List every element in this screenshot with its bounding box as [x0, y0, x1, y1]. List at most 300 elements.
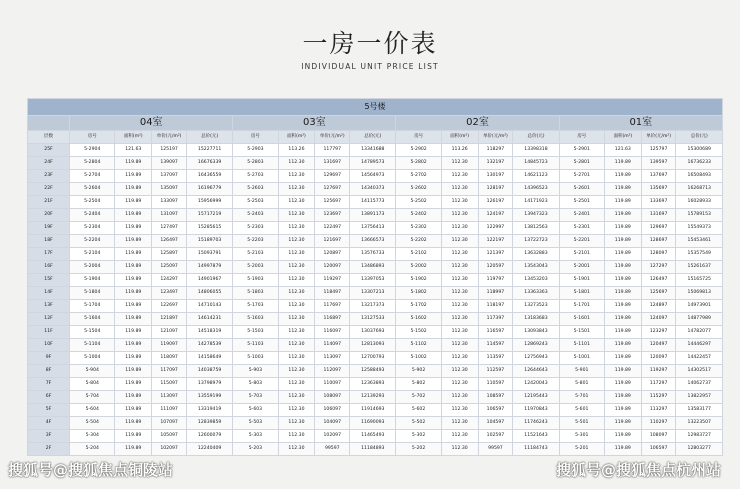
- table-row: [28, 430, 723, 443]
- floor-cell: 20F: [28, 209, 70, 222]
- table-cell: 119.89: [604, 248, 641, 261]
- table-cell: 112.30: [441, 326, 478, 339]
- table-cell: 5-2903: [233, 144, 278, 157]
- table-cell: 119.89: [604, 274, 641, 287]
- table-row: [28, 235, 723, 248]
- table-cell: 119.89: [604, 430, 641, 443]
- table-cell: 108097: [315, 391, 350, 404]
- floor-cell: 8F: [28, 365, 70, 378]
- table-row: [28, 404, 723, 417]
- table-cell: 119.89: [604, 209, 641, 222]
- table-cell: 5-2603: [233, 183, 278, 196]
- table-row: [28, 170, 723, 183]
- table-cell: 119.89: [115, 391, 152, 404]
- table-cell: 121397: [478, 248, 513, 261]
- table-cell: 5-2004: [70, 261, 115, 274]
- table-cell: 5-1601: [559, 313, 604, 326]
- table-cell: 115297: [641, 391, 676, 404]
- table-cell: 112.30: [278, 157, 315, 170]
- table-cell: 112.30: [441, 443, 478, 456]
- table-cell: 119.89: [115, 274, 152, 287]
- table-cell: 112.30: [441, 313, 478, 326]
- table-cell: 120497: [641, 339, 676, 352]
- table-cell: 125697: [641, 287, 676, 300]
- table-cell: 5-2204: [70, 235, 115, 248]
- table-cell: 5-1803: [233, 287, 278, 300]
- floor-cell: 23F: [28, 170, 70, 183]
- table-cell: 118497: [315, 287, 350, 300]
- table-cell: 114097: [315, 339, 350, 352]
- table-cell: 119.89: [115, 222, 152, 235]
- table-cell: 118097: [152, 352, 187, 365]
- table-cell: 5-2303: [233, 222, 278, 235]
- table-cell: 112.30: [278, 196, 315, 209]
- table-cell: 114597: [478, 339, 513, 352]
- table-cell: 104597: [478, 417, 513, 430]
- table-cell: 5-501: [559, 417, 604, 430]
- table-cell: 123497: [152, 287, 187, 300]
- table-cell: 120097: [315, 261, 350, 274]
- table-cell: 119.89: [115, 300, 152, 313]
- table-cell: 119.89: [604, 196, 641, 209]
- table-cell: 5-1003: [233, 352, 278, 365]
- table-cell: 102097: [152, 443, 187, 456]
- table-cell: 135697: [641, 183, 676, 196]
- table-cell: 14518319: [186, 326, 232, 339]
- table-cell: 5-2001: [559, 261, 604, 274]
- table-cell: 15227711: [186, 144, 232, 157]
- table-cell: 5-1504: [70, 326, 115, 339]
- table-cell: 112.30: [441, 378, 478, 391]
- table-cell: 120597: [478, 261, 513, 274]
- table-row: [28, 196, 723, 209]
- table-cell: 12869243: [513, 339, 559, 352]
- table-cell: 5-2002: [396, 261, 441, 274]
- table-cell: 137697: [641, 170, 676, 183]
- table-cell: 119.89: [115, 170, 152, 183]
- table-cell: 110297: [641, 417, 676, 430]
- table-cell: 112.30: [278, 365, 315, 378]
- table-cell: 127297: [641, 261, 676, 274]
- table-row: [28, 313, 723, 326]
- column-header: 房号: [396, 131, 441, 144]
- table-cell: 5-903: [233, 365, 278, 378]
- table-cell: 12600079: [186, 430, 232, 443]
- column-header: 总价(元): [513, 131, 559, 144]
- column-header: 房号: [70, 131, 115, 144]
- floor-cell: 15F: [28, 274, 70, 287]
- table-cell: 14038759: [186, 365, 232, 378]
- table-cell: 5-2804: [70, 157, 115, 170]
- table-cell: 15357549: [676, 248, 723, 261]
- table-cell: 113.26: [278, 144, 315, 157]
- table-row: [28, 209, 723, 222]
- table-cell: 14973901: [676, 300, 723, 313]
- table-cell: 119.89: [604, 287, 641, 300]
- table-cell: 131697: [315, 157, 350, 170]
- table-cell: 13583177: [676, 404, 723, 417]
- table-cell: 112.30: [441, 339, 478, 352]
- table-cell: 14302517: [676, 365, 723, 378]
- table-cell: 117697: [315, 300, 350, 313]
- table-cell: 112.30: [441, 235, 478, 248]
- table-cell: 5-1904: [70, 274, 115, 287]
- table-row: [28, 222, 723, 235]
- column-header: 总价(元): [186, 131, 232, 144]
- table-cell: 15189703: [186, 235, 232, 248]
- table-cell: 112.30: [441, 157, 478, 170]
- table-cell: 111097: [152, 404, 187, 417]
- table-cell: 117097: [152, 365, 187, 378]
- table-cell: 119.89: [115, 157, 152, 170]
- table-cell: 5-503: [233, 417, 278, 430]
- table-cell: 133097: [152, 196, 187, 209]
- table-cell: 13363363: [513, 287, 559, 300]
- table-cell: 13307213: [350, 287, 396, 300]
- table-cell: 118197: [478, 300, 513, 313]
- column-header: 单价(元/m²): [152, 131, 187, 144]
- table-cell: 5-1501: [559, 326, 604, 339]
- table-cell: 13947323: [513, 209, 559, 222]
- table-cell: 13398318: [513, 144, 559, 157]
- table-cell: 119.89: [115, 417, 152, 430]
- table-cell: 5-2102: [396, 248, 441, 261]
- table-cell: 121.63: [115, 144, 152, 157]
- table-cell: 119.89: [604, 157, 641, 170]
- table-cell: 13093843: [513, 326, 559, 339]
- table-cell: 13486893: [350, 261, 396, 274]
- table-cell: 124297: [152, 274, 187, 287]
- table-cell: 112.30: [441, 209, 478, 222]
- table-cell: 5-1103: [233, 339, 278, 352]
- table-cell: 120897: [315, 248, 350, 261]
- table-cell: 119.89: [115, 261, 152, 274]
- table-cell: 110597: [478, 378, 513, 391]
- column-header-row: [28, 131, 723, 144]
- table-cell: 5-1802: [396, 287, 441, 300]
- table-cell: 15789153: [676, 209, 723, 222]
- table-cell: 122697: [152, 300, 187, 313]
- table-cell: 5-2802: [396, 157, 441, 170]
- table-cell: 15300689: [676, 144, 723, 157]
- table-cell: 5-1701: [559, 300, 604, 313]
- table-cell: 112.30: [278, 417, 315, 430]
- table-cell: 131697: [641, 209, 676, 222]
- table-cell: 112.30: [278, 222, 315, 235]
- table-cell: 119.89: [604, 352, 641, 365]
- table-cell: 5-2003: [233, 261, 278, 274]
- table-cell: 15261637: [676, 261, 723, 274]
- table-cell: 112.30: [278, 235, 315, 248]
- floor-cell: 2F: [28, 443, 70, 456]
- table-cell: 13559199: [186, 391, 232, 404]
- table-cell: 116897: [315, 313, 350, 326]
- table-cell: 112.30: [441, 274, 478, 287]
- table-cell: 5-2604: [70, 183, 115, 196]
- table-cell: 105097: [152, 430, 187, 443]
- table-cell: 106597: [641, 443, 676, 456]
- table-cell: 5-702: [396, 391, 441, 404]
- table-cell: 99597: [315, 443, 350, 456]
- table-cell: 126497: [641, 274, 676, 287]
- table-cell: 12644643: [513, 365, 559, 378]
- table-cell: 16028933: [676, 196, 723, 209]
- table-cell: 113097: [315, 352, 350, 365]
- table-cell: 112.30: [441, 196, 478, 209]
- table-cell: 129697: [315, 170, 350, 183]
- table-cell: 119.89: [604, 261, 641, 274]
- table-cell: 16676339: [186, 157, 232, 170]
- floor-cell: 12F: [28, 313, 70, 326]
- table-cell: 12700793: [350, 352, 396, 365]
- table-cell: 139597: [641, 157, 676, 170]
- table-cell: 119.89: [115, 313, 152, 326]
- table-cell: 5-2502: [396, 196, 441, 209]
- table-cell: 14171923: [513, 196, 559, 209]
- table-cell: 130197: [478, 170, 513, 183]
- table-cell: 14710143: [186, 300, 232, 313]
- table-cell: 16196779: [186, 183, 232, 196]
- table-cell: 119.89: [604, 313, 641, 326]
- table-cell: 119.89: [604, 183, 641, 196]
- table-cell: 119.89: [604, 339, 641, 352]
- table-cell: 106097: [315, 404, 350, 417]
- table-cell: 5-1801: [559, 287, 604, 300]
- table-cell: 119.89: [115, 339, 152, 352]
- table-cell: 124097: [641, 313, 676, 326]
- table-cell: 125697: [315, 196, 350, 209]
- table-cell: 5-2803: [233, 157, 278, 170]
- table-cell: 119.89: [115, 430, 152, 443]
- table-cell: 102597: [478, 430, 513, 443]
- floor-cell: 17F: [28, 248, 70, 261]
- floor-cell: 11F: [28, 326, 70, 339]
- table-cell: 126197: [478, 196, 513, 209]
- unit-header: 04室: [70, 116, 233, 131]
- table-cell: 5-801: [559, 378, 604, 391]
- table-cell: 112.30: [278, 443, 315, 456]
- table-cell: 5-204: [70, 443, 115, 456]
- table-cell: 112.30: [278, 326, 315, 339]
- table-cell: 14422457: [676, 352, 723, 365]
- table-cell: 119.89: [115, 326, 152, 339]
- table-row: [28, 326, 723, 339]
- table-cell: 15717219: [186, 209, 232, 222]
- table-cell: 119.89: [115, 352, 152, 365]
- table-cell: 119.89: [604, 170, 641, 183]
- table-cell: 113597: [478, 352, 513, 365]
- table-cell: 121697: [315, 235, 350, 248]
- table-cell: 14806055: [186, 287, 232, 300]
- table-cell: 119.89: [604, 404, 641, 417]
- floor-cell: 3F: [28, 430, 70, 443]
- table-cell: 15093791: [186, 248, 232, 261]
- table-cell: 126497: [152, 235, 187, 248]
- table-cell: 11521643: [513, 430, 559, 443]
- table-cell: 112.30: [278, 261, 315, 274]
- table-cell: 112.30: [278, 430, 315, 443]
- price-table-container: [27, 98, 723, 456]
- page-title: 一房一价表: [302, 29, 438, 58]
- table-cell: 13798979: [186, 378, 232, 391]
- table-cell: 112.30: [278, 274, 315, 287]
- table-cell: 5-603: [233, 404, 278, 417]
- table-cell: 16736233: [676, 157, 723, 170]
- table-cell: 5-1102: [396, 339, 441, 352]
- table-cell: 5-2901: [559, 144, 604, 157]
- table-cell: 122997: [478, 222, 513, 235]
- table-cell: 15165725: [676, 274, 723, 287]
- table-cell: 5-2504: [70, 196, 115, 209]
- table-cell: 14782077: [676, 326, 723, 339]
- table-cell: 5-303: [233, 430, 278, 443]
- table-cell: 5-2201: [559, 235, 604, 248]
- floor-cell: 16F: [28, 261, 70, 274]
- table-row: [28, 352, 723, 365]
- table-row: [28, 248, 723, 261]
- table-cell: 13812563: [513, 222, 559, 235]
- table-cell: 14564973: [350, 170, 396, 183]
- column-header: 单价(元/m²): [315, 131, 350, 144]
- table-cell: 5-201: [559, 443, 604, 456]
- table-cell: 5-901: [559, 365, 604, 378]
- building-header-row: [28, 99, 723, 116]
- table-cell: 112.30: [278, 170, 315, 183]
- table-cell: 5-1703: [233, 300, 278, 313]
- table-cell: 13543043: [513, 261, 559, 274]
- table-cell: 5-2202: [396, 235, 441, 248]
- table-cell: 16268713: [676, 183, 723, 196]
- table-cell: 119297: [641, 365, 676, 378]
- watermark-right: 搜狐号@搜狐焦点杭州站: [556, 461, 722, 479]
- table-cell: 112.30: [441, 287, 478, 300]
- table-cell: 119.89: [604, 300, 641, 313]
- floor-cell: 6F: [28, 391, 70, 404]
- table-cell: 13632883: [513, 248, 559, 261]
- table-cell: 112.30: [441, 404, 478, 417]
- table-cell: 5-2103: [233, 248, 278, 261]
- table-cell: 5-802: [396, 378, 441, 391]
- table-cell: 115097: [152, 378, 187, 391]
- price-table: [27, 98, 723, 456]
- table-cell: 11690093: [350, 417, 396, 430]
- table-cell: 14340373: [350, 183, 396, 196]
- table-cell: 13722723: [513, 235, 559, 248]
- table-cell: 12803277: [676, 443, 723, 456]
- floor-cell: 7F: [28, 378, 70, 391]
- table-cell: 5-2403: [233, 209, 278, 222]
- table-cell: 112.30: [278, 339, 315, 352]
- table-cell: 12588493: [350, 365, 396, 378]
- unit-header: 01室: [559, 116, 722, 131]
- table-cell: 11746243: [513, 417, 559, 430]
- table-cell: 5-302: [396, 430, 441, 443]
- table-cell: 119.89: [115, 378, 152, 391]
- table-cell: 5-504: [70, 417, 115, 430]
- table-cell: 5-1602: [396, 313, 441, 326]
- table-row: [28, 365, 723, 378]
- table-cell: 5-2302: [396, 222, 441, 235]
- table-cell: 13319419: [186, 404, 232, 417]
- table-cell: 112.30: [441, 222, 478, 235]
- table-cell: 5-2703: [233, 170, 278, 183]
- table-cell: 113.26: [441, 144, 478, 157]
- table-cell: 12983727: [676, 430, 723, 443]
- table-cell: 112.30: [278, 183, 315, 196]
- table-cell: 112.30: [278, 313, 315, 326]
- table-cell: 112.30: [441, 300, 478, 313]
- table-cell: 5-2701: [559, 170, 604, 183]
- table-row: [28, 339, 723, 352]
- table-cell: 120097: [641, 352, 676, 365]
- table-cell: 14446297: [676, 339, 723, 352]
- table-cell: 119.89: [115, 248, 152, 261]
- table-cell: 112.30: [441, 365, 478, 378]
- table-cell: 139097: [152, 157, 187, 170]
- table-cell: 11184893: [350, 443, 396, 456]
- floor-cell: 25F: [28, 144, 70, 157]
- table-cell: 13183683: [513, 313, 559, 326]
- column-header: 总价(元): [350, 131, 396, 144]
- table-cell: 5-1503: [233, 326, 278, 339]
- table-cell: 125797: [641, 144, 676, 157]
- table-cell: 131097: [152, 209, 187, 222]
- table-cell: 13576733: [350, 248, 396, 261]
- table-cell: 5-2402: [396, 209, 441, 222]
- table-cell: 116097: [315, 326, 350, 339]
- table-cell: 13891173: [350, 209, 396, 222]
- table-row: [28, 443, 723, 456]
- table-cell: 122497: [315, 222, 350, 235]
- table-cell: 5-301: [559, 430, 604, 443]
- table-cell: 14877989: [676, 313, 723, 326]
- table-cell: 14789573: [350, 157, 396, 170]
- table-cell: 102097: [315, 430, 350, 443]
- table-cell: 5-1902: [396, 274, 441, 287]
- table-cell: 5-2601: [559, 183, 604, 196]
- floor-cell: 5F: [28, 404, 70, 417]
- table-cell: 119.89: [604, 365, 641, 378]
- table-cell: 16436559: [186, 170, 232, 183]
- table-cell: 5-202: [396, 443, 441, 456]
- table-cell: 14901967: [186, 274, 232, 287]
- table-cell: 119.89: [115, 235, 152, 248]
- table-cell: 129697: [641, 222, 676, 235]
- table-cell: 5-2602: [396, 183, 441, 196]
- table-cell: 112.30: [441, 248, 478, 261]
- table-cell: 117297: [641, 378, 676, 391]
- table-cell: 112.30: [278, 378, 315, 391]
- table-cell: 137097: [152, 170, 187, 183]
- table-cell: 5-804: [70, 378, 115, 391]
- table-cell: 14621123: [513, 170, 559, 183]
- table-cell: 12420043: [513, 378, 559, 391]
- table-cell: 127697: [315, 183, 350, 196]
- table-cell: 125897: [152, 248, 187, 261]
- column-header: 总价(元): [676, 131, 723, 144]
- table-cell: 15549373: [676, 222, 723, 235]
- table-cell: 12756943: [513, 352, 559, 365]
- table-cell: 5-701: [559, 391, 604, 404]
- table-cell: 119.89: [604, 391, 641, 404]
- table-cell: 112.30: [441, 261, 478, 274]
- table-cell: 5-1704: [70, 300, 115, 313]
- column-header: 面积(m²): [604, 131, 641, 144]
- table-cell: 5-1502: [396, 326, 441, 339]
- table-cell: 5-2902: [396, 144, 441, 157]
- table-cell: 133697: [641, 196, 676, 209]
- table-cell: 116597: [478, 326, 513, 339]
